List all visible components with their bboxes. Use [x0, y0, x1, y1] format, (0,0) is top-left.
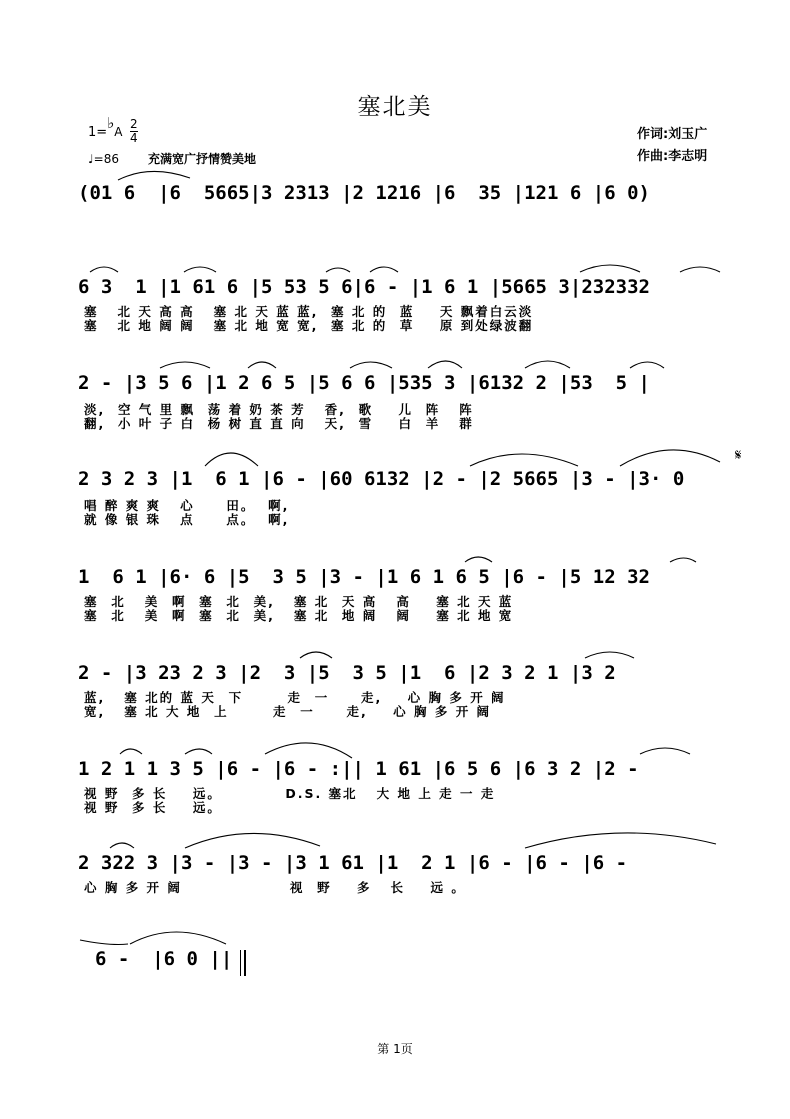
time-top: 2	[130, 117, 138, 131]
time-bottom: 4	[130, 131, 138, 145]
notation-line: 2 322 3 |3 - |3 - |3 1 61 |1 2 1 |6 - |6 - |6 -	[78, 852, 628, 874]
notation-line: 2 3 2 3 |1 6 1 |6 - |60 6132 |2 - |2 5665 |3 - |3· 0	[78, 468, 685, 490]
notation-line: (01 6 |6 5665|3 2313 |2 1216 |6 35 |121 6 |6 0)	[78, 182, 650, 204]
composer: 作曲:李志明	[637, 149, 708, 164]
page-number: 第 1页	[377, 1042, 413, 1056]
lyrics-verse-1: 蓝, 塞 北的 蓝 天 下 走 一 走, 心 胸 多 开 阔	[84, 690, 506, 705]
lyrics-verse-1: 塞 北 美 啊 塞 北 美, 塞 北 天 高 高 塞 北 天 蓝	[84, 594, 514, 609]
lyrics-verse-2: 塞 北 美 啊 塞 北 美, 塞 北 地 阔 阔 塞 北 地 宽	[84, 608, 514, 623]
mood-mark: 充满宽广抒情赞美地	[148, 152, 257, 166]
notation-line: 1 6 1 |6· 6 |5 3 5 |3 - |1 6 1 6 5 |6 - |5 12 32	[78, 566, 650, 588]
page-title: 塞北美	[357, 94, 433, 120]
lyrics-verse-2: 视 野 多 长 远。	[84, 800, 222, 815]
notation-line: 2 - |3 23 2 3 |2 3 |5 3 5 |1 6 |2 3 2 1 |3 2	[78, 662, 616, 684]
key-prefix: 1=	[88, 125, 108, 140]
notation-line: 1 2 1 1 3 5 |6 - |6 - :|| 1 61 |6 5 6 |6 3 2 |2 -	[78, 758, 639, 780]
flat-sign: ♭	[107, 114, 115, 132]
key-note: A	[114, 125, 123, 139]
notation-line: 6 - |6 0 ||	[95, 948, 233, 970]
lyrics-verse-1: 塞 北 天 高 高 塞 北 天 蓝 蓝, 塞 北 的 蓝 天 飘着白云淡	[84, 304, 534, 319]
lyrics-verse-1: 视 野 多 长 远。 D.S. 塞北 大 地 上 走 一 走	[84, 786, 496, 801]
lyricist: 作词:刘玉广	[637, 127, 708, 142]
lyrics-verse-1: 心 胸 多 开 阔 视 野 多 长 远 。	[84, 880, 466, 895]
final-barline-thin	[240, 950, 241, 976]
lyrics-verse-1: 淡, 空 气 里 飘 荡 着 奶 茶 芳 香, 歌 儿 阵 阵	[84, 402, 474, 417]
slur	[118, 171, 190, 180]
tempo-mark: ♩=86	[88, 152, 119, 166]
segno-mark: 𝄋	[735, 446, 742, 464]
lyrics-verse-1: 唱 醉 爽 爽 心 田。 啊,	[84, 498, 290, 513]
lyrics-verse-2: 塞 北 地 阔 阔 塞 北 地 宽 宽, 塞 北 的 草 原 到处绿波翻	[84, 318, 534, 333]
notation-line: 2 - |3 5 6 |1 2 6 5 |5 6 6 |535 3 |6132 2 |53 5 |	[78, 372, 650, 394]
lyrics-verse-2: 宽, 塞 北 大 地 上 走 一 走, 心 胸 多 开 阔	[84, 704, 492, 719]
lyrics-verse-2: 就 像 银 珠 点 点。 啊,	[84, 512, 290, 527]
lyrics-verse-2: 翻, 小 叶 子 白 杨 树 直 直 向 天, 雪 白 羊 群	[84, 416, 474, 431]
notation-line: 6 3 1 |1 61 6 |5 53 5 6|6 - |1 6 1 |5665 3|232332	[78, 276, 650, 298]
final-barline	[244, 950, 246, 976]
